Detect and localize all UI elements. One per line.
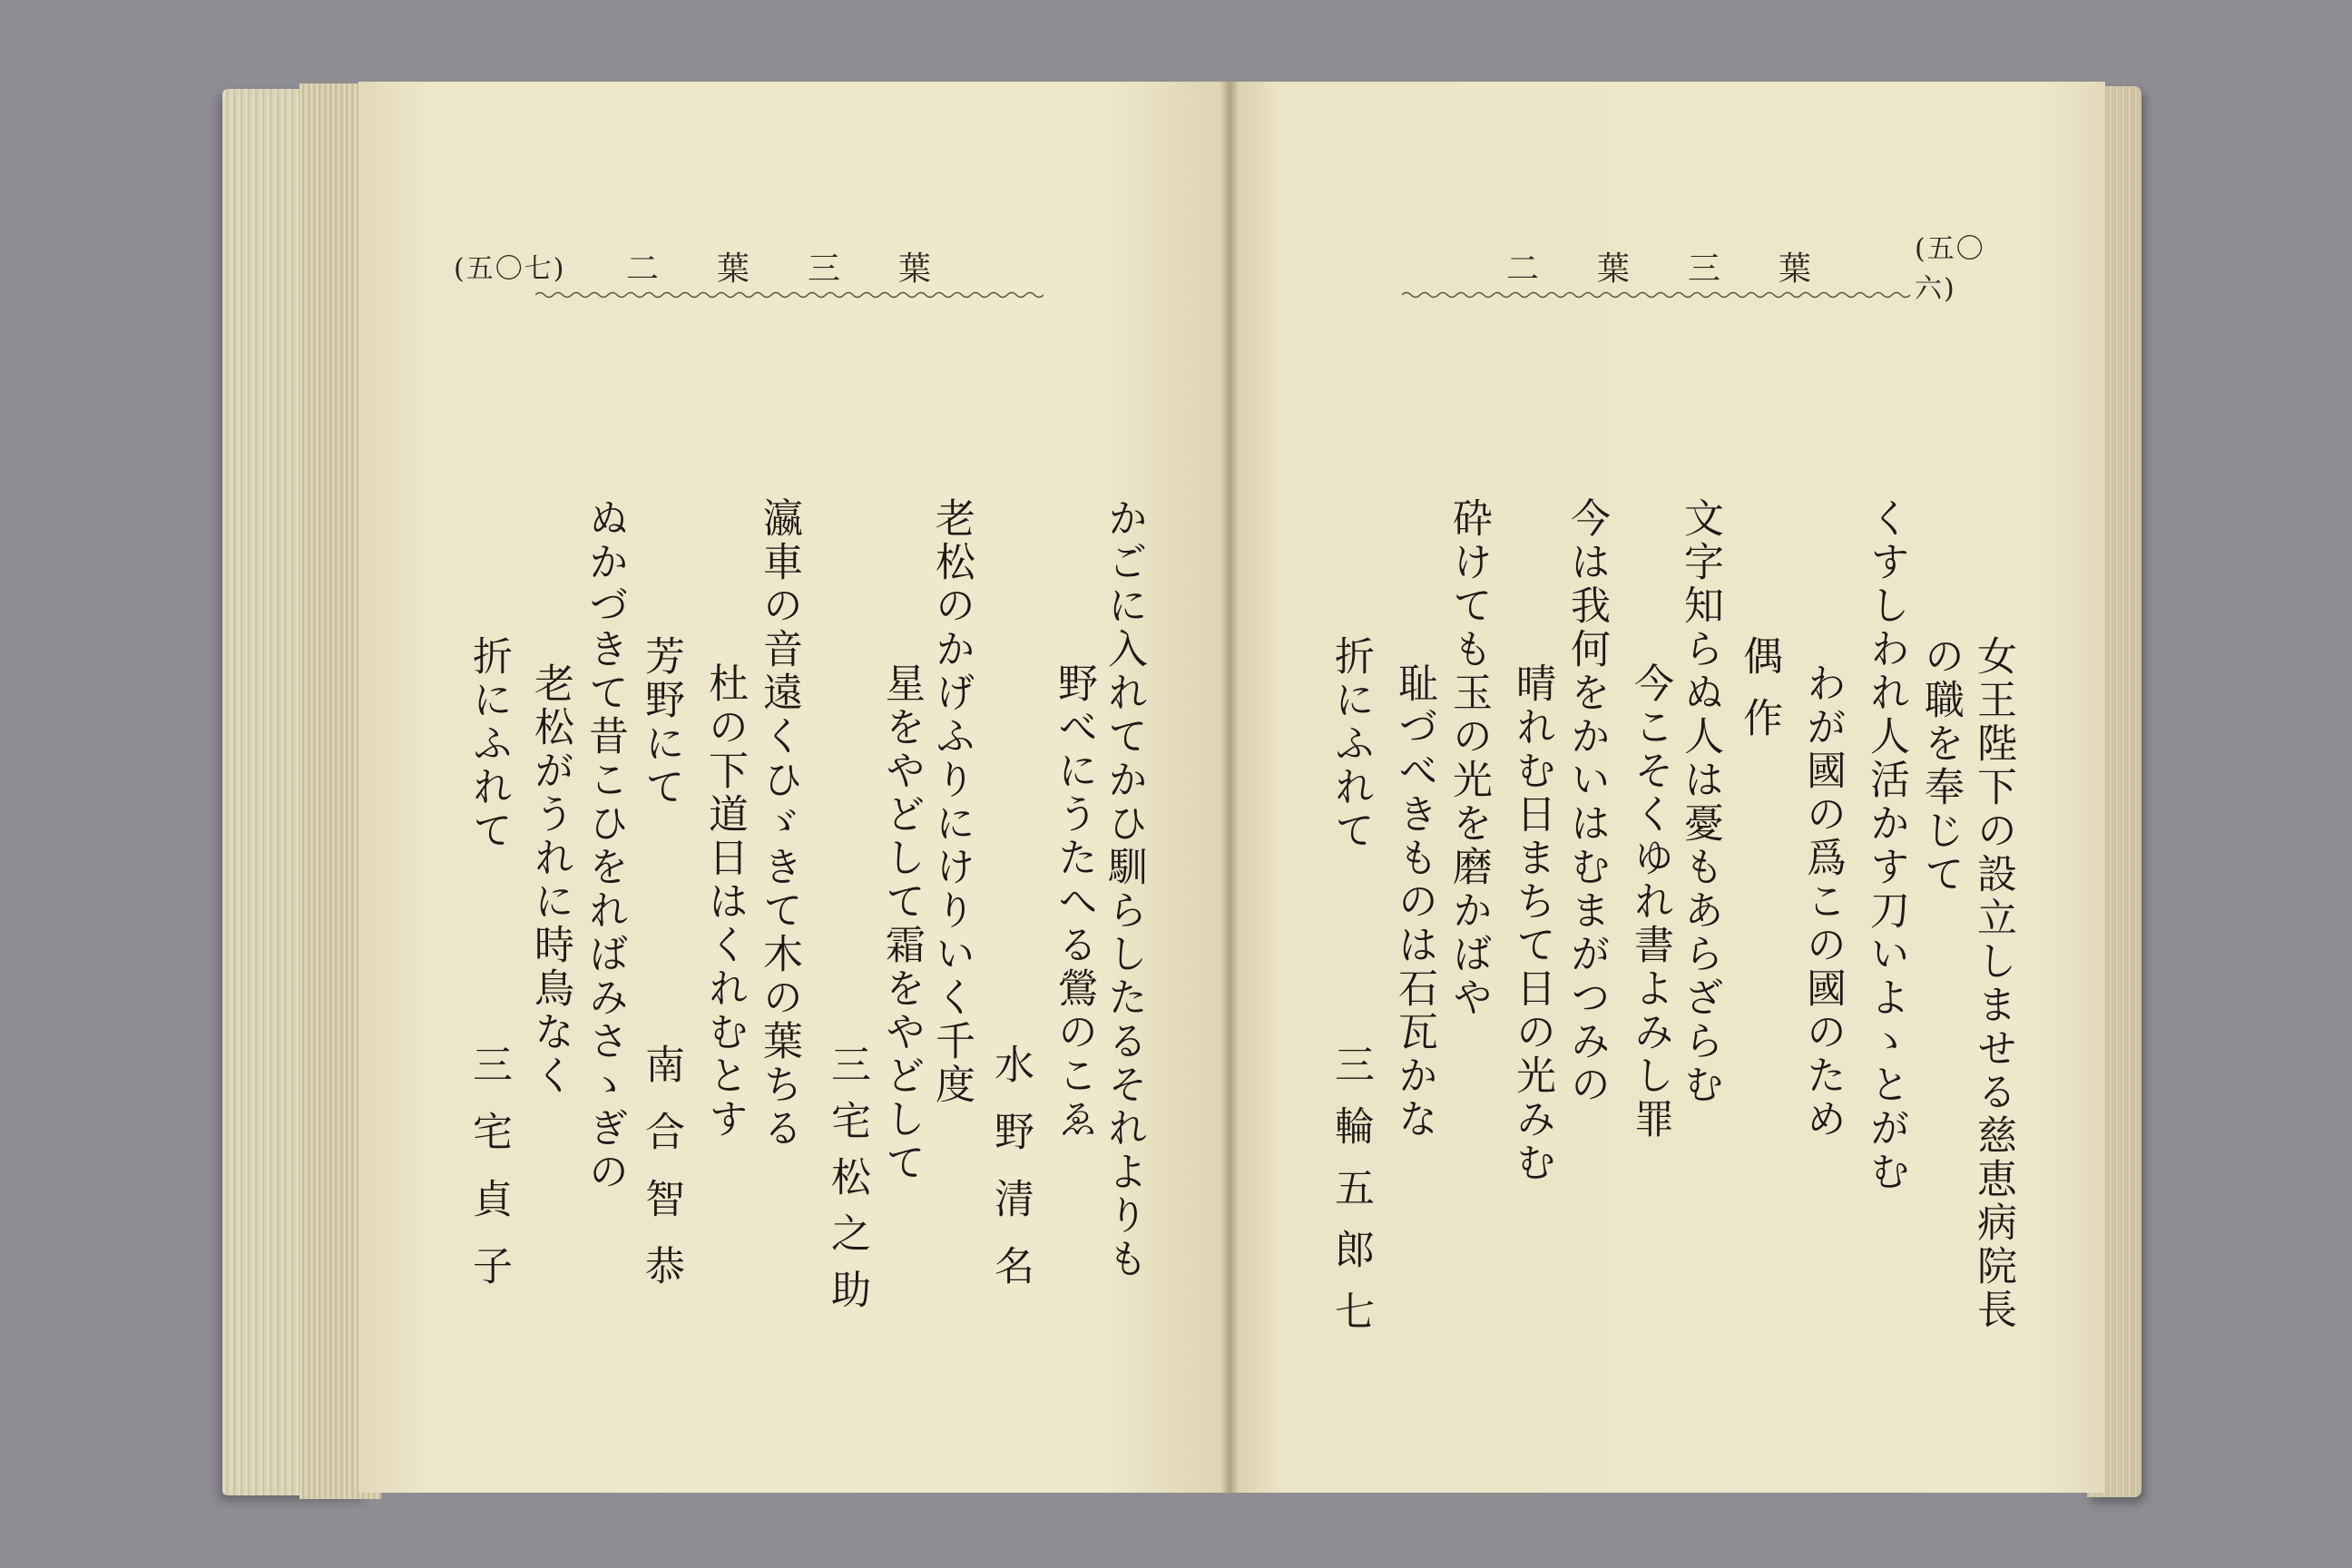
right-col-12: 三輪五郎七	[1328, 1044, 1374, 1352]
right-col-13: 折にふれて	[1328, 635, 1374, 853]
left-col-12: 老松がうれに時鳥なく	[527, 662, 573, 1098]
right-page-number: (五〇六)	[1915, 233, 1985, 305]
right-col-1: 女王陛下の設立しませる慈恵病院長	[1970, 635, 2016, 1332]
right-col-5: 偶作	[1736, 635, 1782, 759]
left-col-5: 星をやどして霜をやどして	[878, 662, 925, 1185]
left-page-number: (五〇七)	[454, 253, 566, 285]
left-col-10: 芳野にて	[638, 635, 684, 809]
left-col-13: 三宅貞子	[466, 1044, 512, 1312]
right-col-3: くすしわれ人活かす刀いよゝとがむ	[1863, 497, 1909, 1194]
right-col-9: 晴れむ日まちて日の光みむ	[1509, 662, 1555, 1185]
left-col-14: 折にふれて	[466, 635, 512, 853]
left-col-7: 瀛車の音遠くひゞきて木の葉ちる	[756, 497, 802, 1151]
right-running-title: 二葉三葉	[1506, 250, 1870, 288]
right-col-10: 砕けても玉の光を磨かばや	[1446, 497, 1492, 1020]
left-col-8: 杜の下道日はくれむとす	[701, 662, 748, 1142]
right-page-header	[1488, 233, 2014, 305]
left-col-11: ぬかづきて昔こひをればみさゝぎの	[582, 497, 628, 1194]
right-col-4: わが國の爲この國のため	[1799, 662, 1846, 1142]
left-col-6: 三宅松之助	[824, 1044, 870, 1325]
left-col-4: 老松のかげふりにけりいく千度	[928, 497, 975, 1107]
right-header-wavy-rule	[1402, 289, 1915, 301]
right-col-8: 今は我何をかいはむまがつみの	[1563, 497, 1610, 1107]
left-page-header	[454, 243, 998, 289]
left-header-wavy-rule	[535, 289, 1044, 301]
left-running-title: 二葉三葉	[626, 250, 990, 288]
right-col-2: の職を奉じて	[1917, 635, 1964, 897]
right-col-7: 今こそくゆれ書よみし罪	[1627, 662, 1673, 1142]
right-col-6: 文字知らぬ人は憂もあらざらむ	[1677, 497, 1723, 1107]
left-col-1: かごに入れてかひ馴らしたるそれよりも	[1101, 497, 1147, 1281]
left-col-3: 水野清名	[987, 1044, 1034, 1312]
book-gutter	[1220, 82, 1239, 1493]
right-col-11: 耻づべきものは石瓦かな	[1391, 662, 1437, 1142]
left-col-2: 野べにうたへる鶯のこゑ	[1051, 662, 1097, 1142]
left-col-9: 南合智恭	[638, 1044, 684, 1312]
